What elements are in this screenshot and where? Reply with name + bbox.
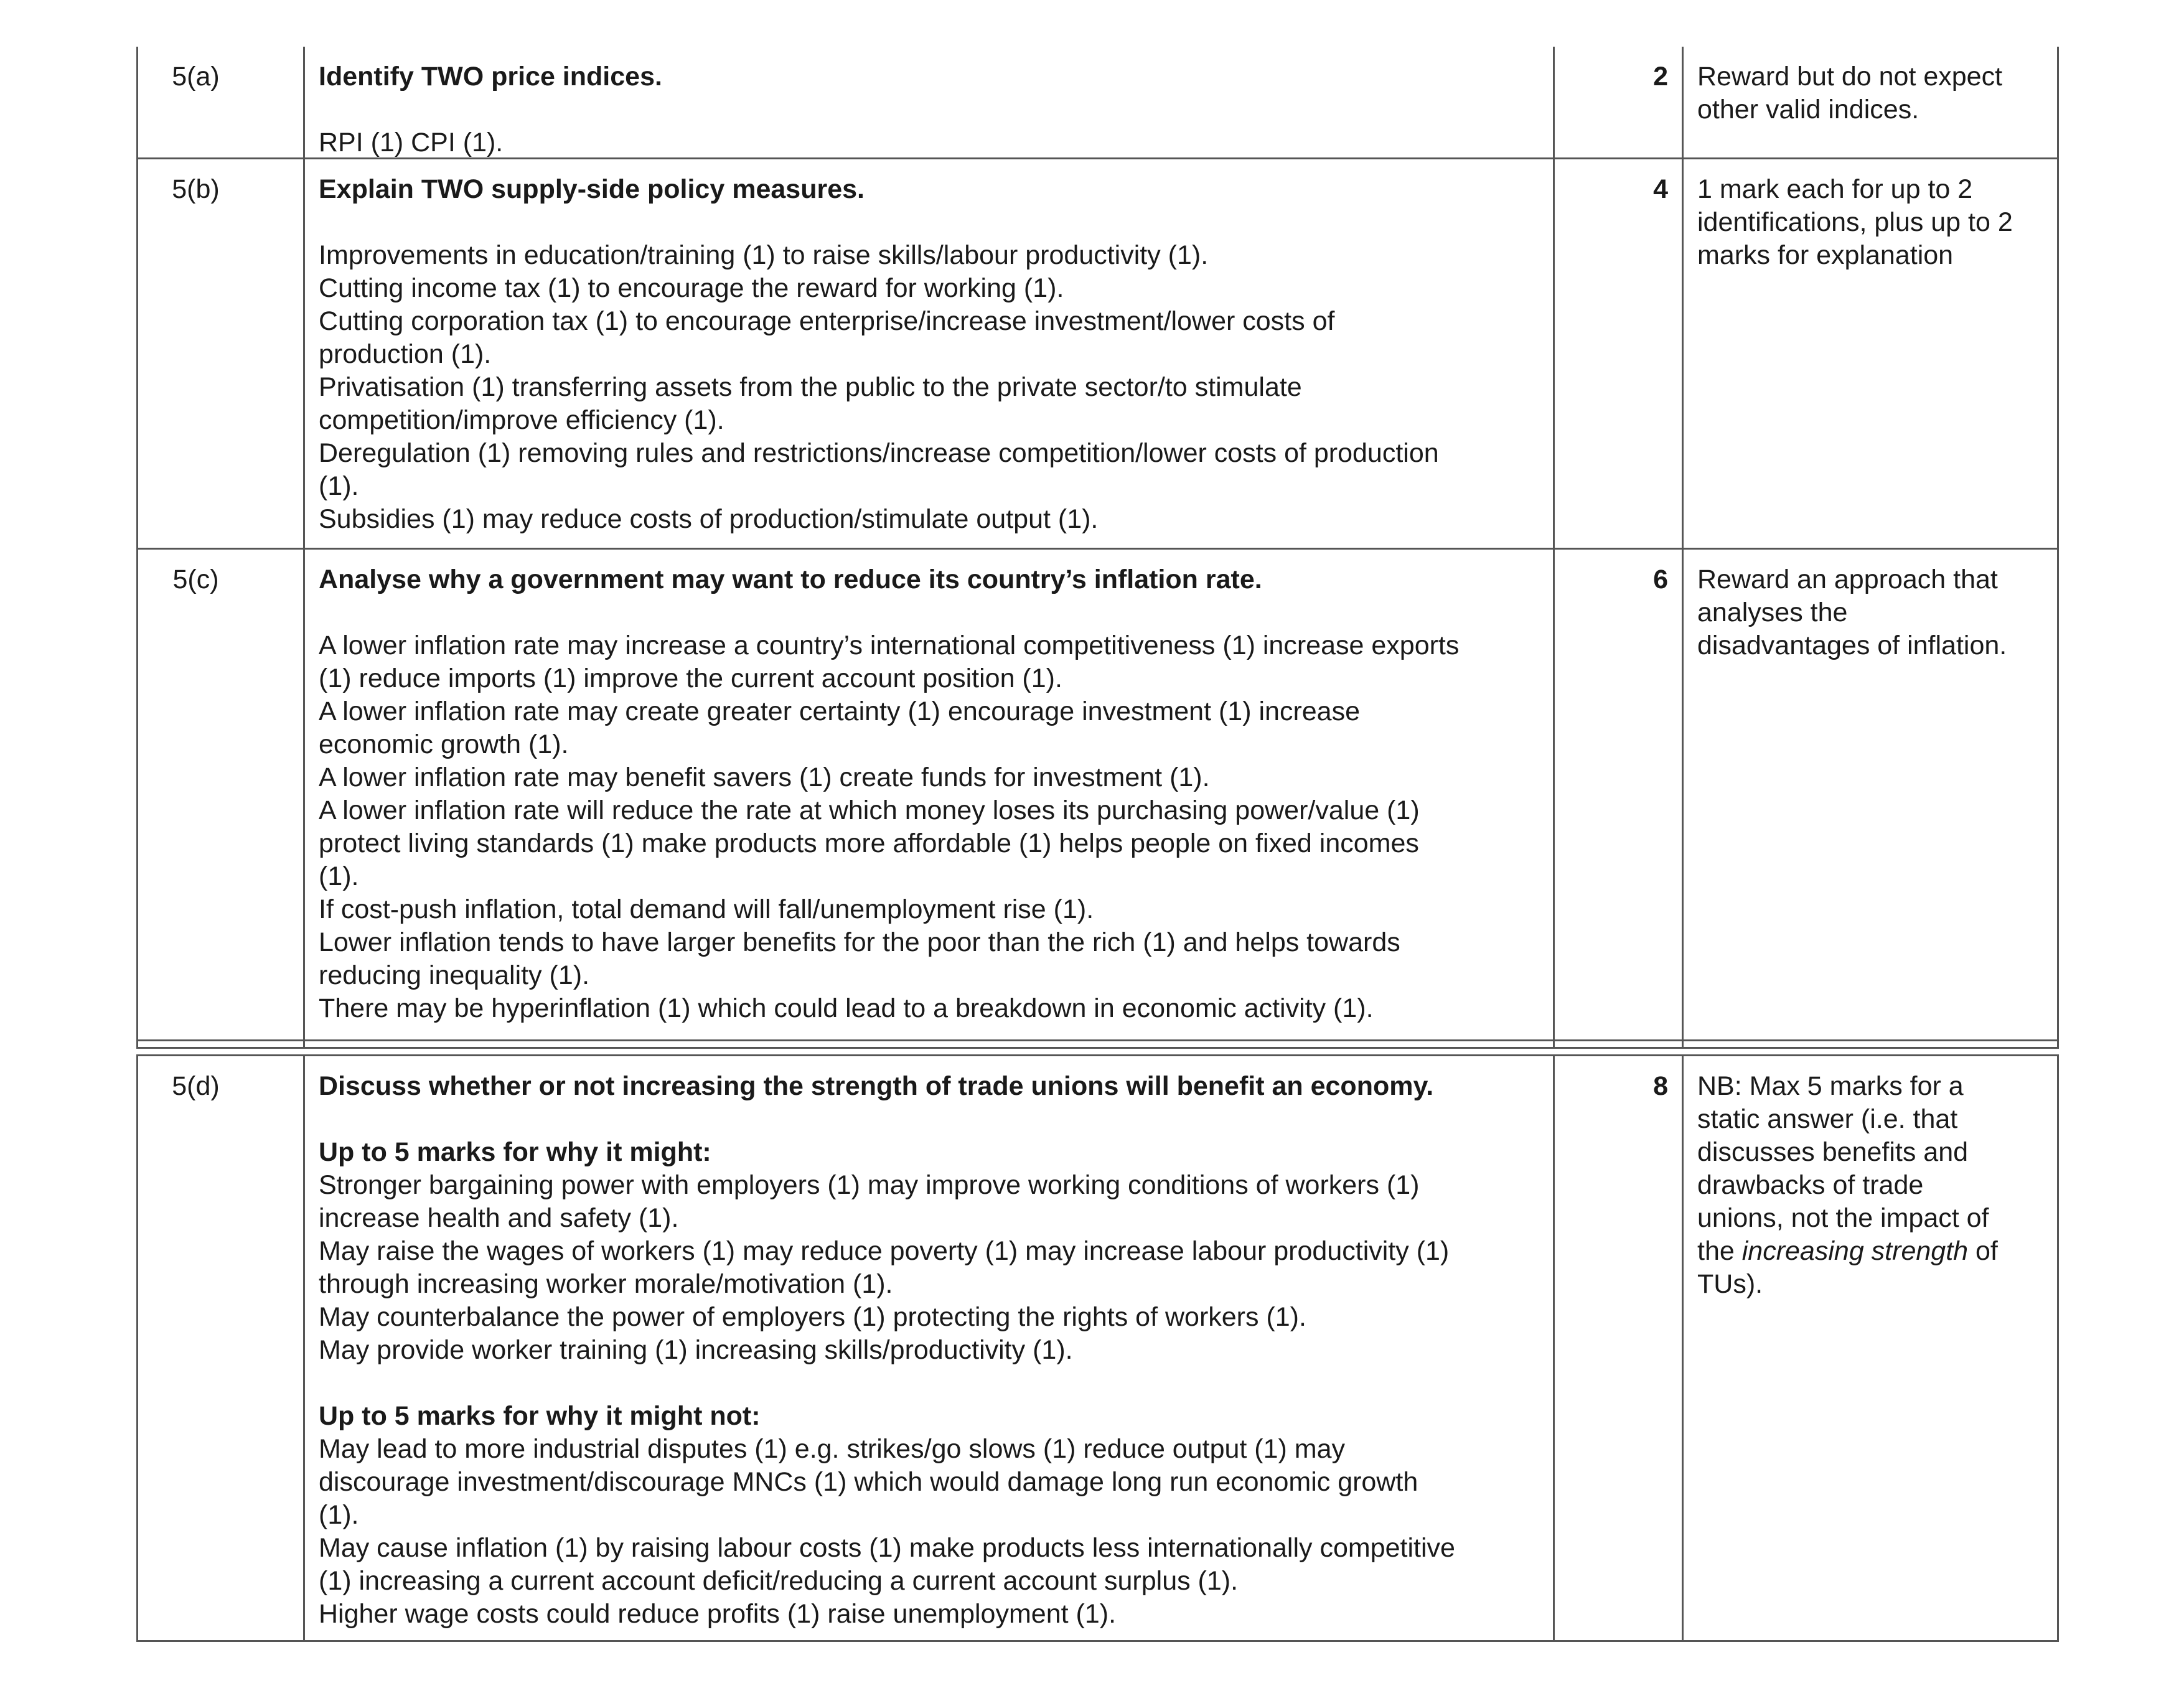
row-5d (136, 1056, 2059, 1641)
page-break-spacer-top (136, 1047, 2059, 1049)
marks-value: 8 (1653, 1071, 1668, 1101)
answer-line: A lower inflation rate may create greater certainty (1) encourage investment (1) increase (319, 696, 1361, 726)
answer-line: discourage investment/discourage MNCs (1) which would damage long run economic growth (319, 1467, 1418, 1497)
guidance-cell (1682, 159, 2059, 548)
answer-line: A lower inflation rate may increase a country’s international competitiveness (1) increase exports (319, 631, 1460, 660)
guidance-line: other valid indices. (1697, 95, 1919, 124)
answer-line: Improvements in education/training (1) to raise skills/labour productivity (1). (319, 240, 1209, 270)
row-5a (136, 47, 2059, 158)
marks-cell (1553, 47, 1682, 158)
answer-cell (303, 47, 1553, 158)
guidance-line: discusses benefits and (1697, 1137, 1969, 1167)
guidance-line: disadvantages of inflation. (1697, 631, 2007, 660)
question-number: 5(b) (172, 174, 220, 204)
question-prompt: Discuss whether or not increasing the strength of trade unions will benefit an economy. (319, 1071, 1434, 1101)
answer-line: May lead to more industrial disputes (1) e.g. strikes/go slows (1) reduce output (1) may (319, 1434, 1346, 1464)
answer-line: increase health and safety (1). (319, 1203, 679, 1233)
answer-line: Lower inflation tends to have larger benefits for the poor than the rich (1) and helps towards (319, 927, 1400, 957)
answer-line: May raise the wages of workers (1) may reduce poverty (1) may increase labour productivity (1) (319, 1236, 1450, 1266)
question-number-cell (136, 550, 303, 1040)
guidance-line: marks for explanation (1697, 240, 1954, 270)
guidance-line: Reward but do not expect (1697, 62, 2003, 91)
guidance-line: TUs). (1697, 1269, 1763, 1299)
answer-line: Deregulation (1) removing rules and restrictions/increase competition/lower costs of production (319, 438, 1439, 468)
answer-line: May cause inflation (1) by raising labour costs (1) make products less internationally competitive (319, 1533, 1455, 1563)
guidance-italic: increasing strength (1741, 1236, 1969, 1266)
answer-line: production (1). (319, 339, 492, 369)
marks-value: 6 (1653, 565, 1668, 594)
answer-line: May counterbalance the power of employers (1) protecting the rights of workers (1). (319, 1302, 1306, 1332)
marks-cell (1553, 1056, 1682, 1641)
guidance-line: unions, not the impact of (1697, 1203, 1989, 1233)
answer-line: RPI (1) CPI (1). (319, 128, 504, 157)
question-number-cell (136, 159, 303, 548)
answer-line: protect living standards (1) make products more affordable (1) helps people on fixed incomes (319, 828, 1419, 858)
answer-line: reducing inequality (1). (319, 960, 590, 990)
guidance-line: drawbacks of trade (1697, 1170, 1924, 1200)
answer-line: through increasing worker morale/motivation (1). (319, 1269, 893, 1299)
answer-line: (1). (319, 861, 359, 891)
answer-line: May provide worker training (1) increasing skills/productivity (1). (319, 1335, 1073, 1365)
spacer-cell (1682, 1041, 2059, 1047)
question-number: 5(d) (172, 1071, 220, 1101)
row-5c (136, 550, 2059, 1040)
guidance-line: static answer (i.e. that (1697, 1104, 1958, 1134)
question-number: 5(a) (172, 62, 220, 91)
guidance-line: 1 mark each for up to 2 (1697, 174, 1973, 204)
guidance-line: Reward an approach that (1697, 565, 1998, 594)
question-number: 5(c) (172, 565, 219, 594)
guidance-cell (1682, 1056, 2059, 1641)
guidance-post: of (1968, 1236, 1998, 1266)
row-5b (136, 159, 2059, 548)
answer-line: A lower inflation rate may benefit savers (1) create funds for investment (1). (319, 762, 1210, 792)
answer-line: Subsidies (1) may reduce costs of production/stimulate output (1). (319, 504, 1099, 534)
marks-cell (1553, 159, 1682, 548)
answer-line: Stronger bargaining power with employers (1) may improve working conditions of workers (1) (319, 1170, 1420, 1200)
guidance-pre: the (1697, 1236, 1742, 1266)
marks-value: 2 (1653, 62, 1668, 91)
answer-line: competition/improve efficiency (1). (319, 405, 724, 435)
answer-line: (1) increasing a current account deficit/reducing a current account surplus (1). (319, 1566, 1239, 1596)
guidance-cell (1682, 47, 2059, 158)
guidance-line: NB: Max 5 marks for a (1697, 1071, 1964, 1101)
marks-cell (1553, 550, 1682, 1040)
question-prompt: Analyse why a government may want to reduce its country’s inflation rate. (319, 565, 1262, 594)
guidance-line-emphasis (1697, 1235, 2046, 1268)
answer-cell (303, 550, 1553, 1040)
answer-line: Higher wage costs could reduce profits (1) raise unemployment (1). (319, 1599, 1117, 1629)
question-prompt: Identify TWO price indices. (319, 62, 662, 91)
section-heading-for: Up to 5 marks for why it might: (319, 1137, 711, 1167)
answer-line: Privatisation (1) transferring assets from the public to the private sector/to stimulate (319, 372, 1302, 402)
guidance-cell (1682, 550, 2059, 1040)
answer-line: (1) reduce imports (1) improve the current account position (1). (319, 663, 1062, 693)
table-bottom-border (136, 1640, 2059, 1642)
answer-cell (303, 159, 1553, 548)
guidance-line: analyses the (1697, 598, 1848, 627)
answer-line: If cost-push inflation, total demand will fall/unemployment rise (1). (319, 894, 1094, 924)
page-break-spacer (136, 1041, 2059, 1047)
spacer-cell (303, 1041, 1553, 1047)
question-number-cell (136, 47, 303, 158)
spacer-cell (1553, 1041, 1682, 1047)
section-heading-against: Up to 5 marks for why it might not: (319, 1401, 761, 1431)
answer-line: (1). (319, 471, 359, 501)
answer-line: There may be hyperinflation (1) which could lead to a breakdown in economic activity (1). (319, 993, 1374, 1023)
answer-line: A lower inflation rate will reduce the rate at which money loses its purchasing power/value (1) (319, 795, 1420, 825)
answer-cell (303, 1056, 1553, 1641)
question-prompt: Explain TWO supply-side policy measures. (319, 174, 865, 204)
answer-line: Cutting corporation tax (1) to encourage enterprise/increase investment/lower costs of (319, 306, 1335, 336)
answer-line: Cutting income tax (1) to encourage the reward for working (1). (319, 273, 1064, 303)
spacer-cell (136, 1041, 303, 1047)
guidance-line: identifications, plus up to 2 (1697, 207, 2013, 237)
marks-value: 4 (1653, 174, 1668, 204)
answer-line: (1). (319, 1500, 359, 1530)
answer-line: economic growth (1). (319, 729, 569, 759)
question-number-cell (136, 1056, 303, 1641)
